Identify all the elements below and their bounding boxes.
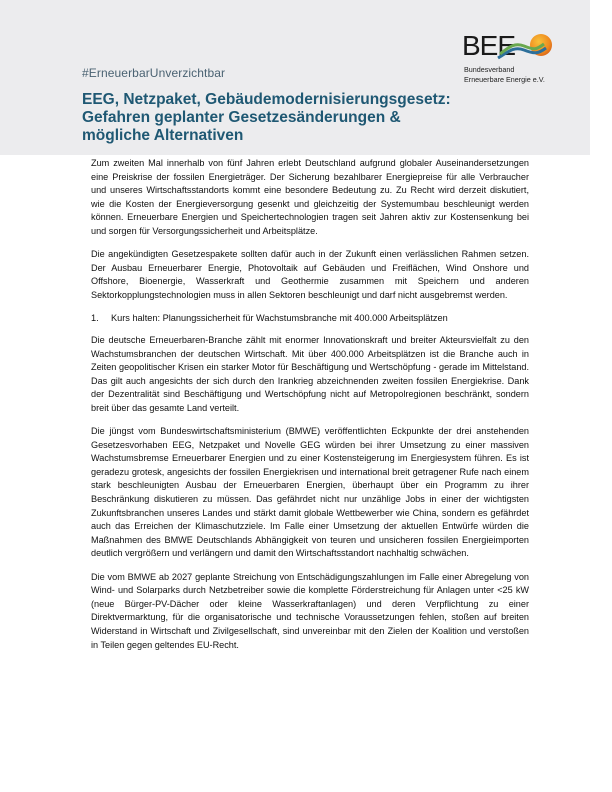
sun-wave-logo-icon [496,32,556,64]
page-title [82,91,522,145]
title-line: mögliche Alternativen [82,127,244,144]
section-heading [91,312,529,326]
title-line: EEG, Netzpaket, Gebäudemodernisierungsgesetz: [82,91,451,108]
bee-logo [462,32,572,92]
hashtag: #ErneuerbarUnverzichtbar [82,66,226,80]
section-paragraph: Die deutsche Erneuerbaren-Branche zählt mit enormer Innovationskraft und breiter Akteursvielfalt zu den Wachstumsbranchen der deutschen Wirtschaft. Mit über 400.000 Arbeitsplätzen ist die Branche auch in Zeiten geopolitischer Krisen ein starker Motor für Beschäftigung und Wertschöpfung - gerade im Mittelstand. Das gilt auch angesichts der sich durch den Irankrieg abzeichnenden zweiten fossilen Energiekrise. Dank der Dezentralität sind Beschäftigung und Wertschöpfung nicht auf Metropolregionen beschränkt, sondern breit über das gesamte Land verteilt. [91,335,529,413]
logo-subtitle [464,65,545,84]
logo-line1: Bundesverband [464,65,515,74]
document-body [91,157,529,662]
intro-paragraph: Die angekündigten Gesetzespakete sollten dafür auch in der Zukunft einen verlässlichen Rahmen setzen. Der Ausbau Erneuerbarer Energie, Photovoltaik auf Gebäuden und Freiflächen, Wind Onshore und Offshore, Bioenergie, Wasserkraft und Geothermie zusammen mit Speichern und anderen Sektorkopplungstechnologien muss in allen Sektoren beschleunigt und darf nicht ausgebremst werden. [91,249,529,300]
section-paragraph: Die jüngst vom Bundeswirtschaftsministerium (BMWE) veröffentlichten Eckpunkte der drei anstehenden Gesetzesvorhaben EEG, Netzpaket und Novelle GEG würden bei ihrer Umsetzung zu einer massiven Wachstumsbremse Erneuerbarer Energien und zu einer Kostensteigerung im Energiesystem führen. Es ist geradezu grotesk, angesichts der fossilen Energiekrisen und international breit getragener Rufe nach einem stark beschleunigten Ausbau der Erneuerbaren Energien, überhaupt über ein Programm zu ihrer Beschränkung diskutieren zu müssen. Das gefährdet nicht nur unzählige Jobs in einer der wichtigsten Zukunftsbranchen unseres Landes und stärkt damit globale Wettbewerber wie China, sondern es gefährdet auch das Erreichen der Klimaschutzziele. Im Falle einer Umsetzung der aktuellen Entwürfe würden die Maßnahmen des BMWE Deutschlands Abhängigkeit von teuren und unsicheren fossilen Energieimporten deutlich vergrößern und verlängern und damit den Wirtschaftsstandort nachhaltig schwächen. [91,426,529,559]
intro-paragraph: Zum zweiten Mal innerhalb von fünf Jahren erlebt Deutschland aufgrund globaler Auseinandersetzungen eine Preiskrise der fossilen Energieträger. Der Sicherung bezahlbarer Energiepreise für alle Verbraucher und unseres Wirtschaftsstandorts kommt eine besondere Bedeutung zu. Zu Recht wird derzeit diskutiert, wie die Kosten der Energieversorgung gesenkt und gleichzeitig der Systemumbau beschleunigt werden können. Erneuerbare Energien und Speichertechnologien tragen seit Jahren aktiv zur Kostensenkung bei und sorgen für Versorgungssicherheit und Arbeitsplätze. [91,158,529,236]
section-paragraph: Die vom BMWE ab 2027 geplante Streichung von Entschädigungszahlungen im Falle einer Abregelung von Wind- und Solarparks durch Netzbetreiber sowie die komplette Förderstreichung für Anlagen unter <25 kW (neue Bürger-PV-Dächer oder kleine Wasserkraftanlagen) und deren Verpflichtung zu einer Direktvermarktung, für die organisatorische und technische Voraussetzungen fehlen, stoßen auf breiten Widerstand in Wirtschaft und Zivilgesellschaft, sind unvereinbar mit den Zielen der Koalition und verstoßen in Teilen gegen geltendes EU-Recht. [91,571,529,650]
title-line: Gefahren geplanter Gesetzesänderungen & [82,109,401,126]
logo-acronym: BEE [462,30,516,61]
section-heading-text: Kurs halten: Planungssicherheit für Wachstumsbranche mit 400.000 Arbeitsplätzen [111,313,448,324]
section-number: 1. [91,313,99,324]
logo-line2: Erneuerbare Energie e.V. [464,74,545,84]
